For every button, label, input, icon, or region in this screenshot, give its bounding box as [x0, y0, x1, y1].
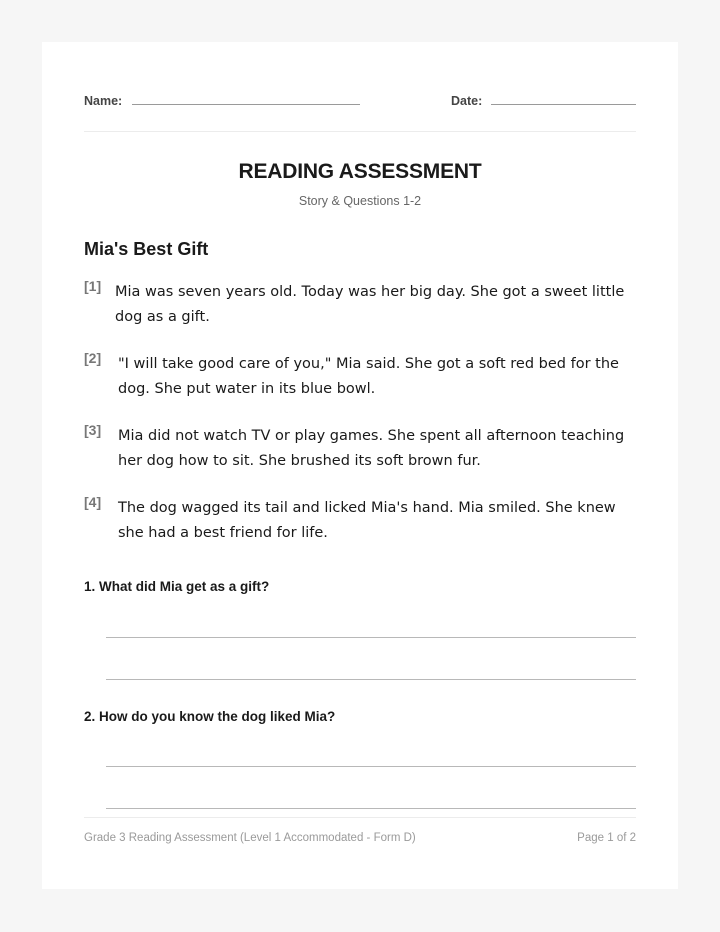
story-paragraph: [84, 494, 636, 546]
answer-line[interactable]: [106, 766, 636, 767]
worksheet-page: [42, 42, 678, 889]
date-field-line[interactable]: [491, 104, 636, 105]
question-1: 1. What did Mia get as a gift?: [84, 579, 270, 594]
paragraph-text: Mia did not watch TV or play games. She spent all afternoon teaching her dog how to sit. She brushed its soft brown fur.: [118, 428, 625, 469]
footer-assessment-info: Grade 3 Reading Assessment (Level 1 Accommodated - Form D): [84, 832, 416, 844]
paragraph-text: Mia was seven years old. Today was her big day. She got a sweet little dog as a gift.: [115, 284, 625, 325]
answer-line[interactable]: [106, 679, 636, 680]
story-paragraph: [84, 422, 636, 474]
paragraph-number: [2]: [84, 350, 102, 366]
page-title: READING ASSESSMENT: [238, 160, 482, 183]
story-paragraph: [84, 278, 636, 330]
footer-divider: [84, 817, 636, 818]
paragraph-text: The dog wagged its tail and licked Mia's hand. Mia smiled. She knew she had a best friend for life.: [118, 500, 616, 541]
story-title: Mia's Best Gift: [84, 239, 209, 259]
question-2: 2. How do you know the dog liked Mia?: [84, 709, 336, 724]
paragraph-number: [3]: [84, 422, 102, 438]
story-paragraph: [84, 350, 636, 402]
name-field-line[interactable]: [132, 104, 360, 105]
name-label: Name:: [84, 94, 123, 108]
paragraph-number: [1]: [84, 278, 102, 294]
date-label: Date:: [451, 94, 483, 108]
header-divider: [84, 131, 636, 132]
page-number: Page 1 of 2: [577, 832, 636, 844]
answer-line[interactable]: [106, 637, 636, 638]
paragraph-number: [4]: [84, 494, 102, 510]
page-subtitle: Story & Questions 1-2: [298, 194, 422, 208]
answer-line[interactable]: [106, 808, 636, 809]
paragraph-text: "I will take good care of you," Mia said. She got a soft red bed for the dog. She put water in its blue bowl.: [118, 356, 619, 397]
